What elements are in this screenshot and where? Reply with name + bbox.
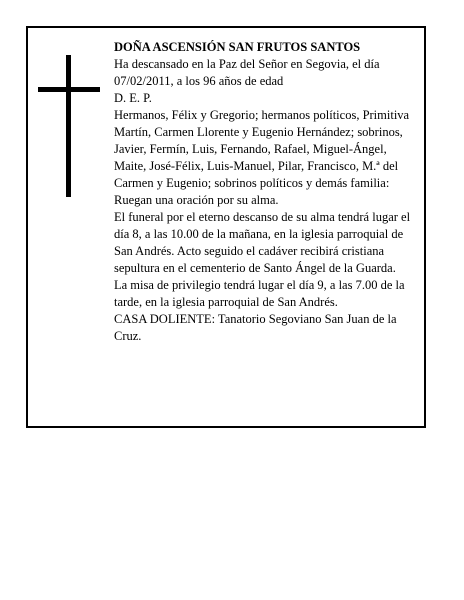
notice-body [114, 39, 422, 345]
notice-title: DOÑA ASCENSIÓN SAN FRUTOS SANTOS [114, 40, 361, 54]
rip-abbreviation: D. E. P. [114, 91, 152, 105]
cross-icon [38, 55, 100, 197]
mass-details: La misa de privilegio tendrá lugar el día 9, a las 7.00 de la tarde, en la iglesia parroquial de San Andrés. [114, 278, 405, 309]
cross-horizontal-bar [38, 87, 100, 92]
prayer-request: Ruegan una oración por su alma. [114, 193, 279, 207]
funeral-details: El funeral por el eterno descanso de su alma tendrá lugar el día 8, a las 10.00 de la mañana, en la iglesia parroquial de San Andrés. Acto seguido el cadáver recibirá cristiana sepultura en el cementerio de Santo Ángel de la Guarda. [114, 210, 411, 275]
mourning-house: CASA DOLIENTE: Tanatorio Segoviano San Juan de la Cruz. [114, 312, 397, 343]
cross-vertical-bar [66, 55, 71, 197]
death-announcement: Ha descansado en la Paz del Señor en Segovia, el día 07/02/2011, a los 96 años de edad [114, 57, 380, 88]
family-list: Hermanos, Félix y Gregorio; hermanos políticos, Primitiva Martín, Carmen Llorente y Eugenio Hernández; sobrinos, Javier, Fermín, Luis, Fernando, Rafael, Miguel-Ángel, Maite, José-Félix, Luis-Manuel, Pilar, Francisco, M.ª del Carmen y Eugenio; sobrinos políticos y demás familia: [114, 108, 410, 190]
obituary-notice [26, 26, 426, 428]
